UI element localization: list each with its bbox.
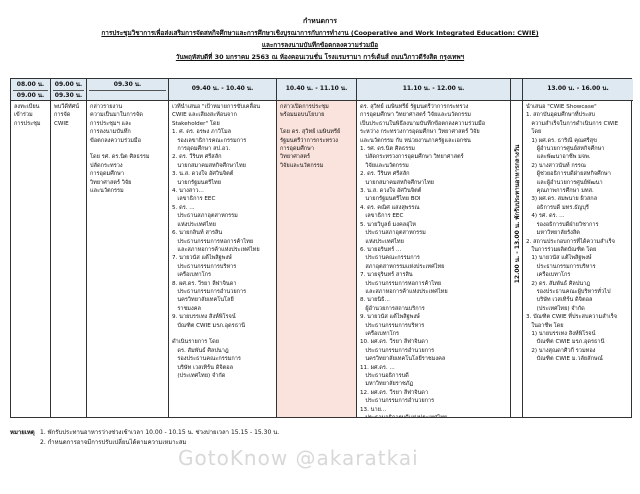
col-video bbox=[51, 79, 87, 417]
col-registration bbox=[11, 79, 51, 417]
watermark: GotoKnow @akaratkai bbox=[178, 446, 419, 470]
col-time-header: 11.10 น. - 12.00 น. bbox=[357, 79, 510, 101]
doc-subtitle-line3: วันพฤหัสบดีที่ 30 มกราคม 2563 ณ ห้องคอนเวนชั่น โรงแรมรามา การ์เด้นส์ ถนนวิภาวดีรังสิต กรุงเทพฯ bbox=[175, 53, 465, 61]
col-lunch bbox=[511, 79, 523, 417]
col-time-header: 09.00 น. 09.30 น. bbox=[51, 79, 86, 101]
schedule-table bbox=[10, 78, 632, 418]
col-time-header bbox=[511, 79, 522, 101]
doc-subtitle-line2: และการลงนามบันทึกข้อตกลงความร่วมมือ bbox=[261, 41, 379, 49]
col-time-header: 09.30 น. bbox=[87, 79, 168, 101]
note-1: 1. พักรับประทานอาหารว่างช่วงเช้าเวลา 10.00 - 10.15 น. ช่วงบ่ายเวลา 15.15 - 15.30 น. bbox=[40, 429, 280, 436]
doc-title: กำหนดการ bbox=[302, 17, 338, 25]
lunch-label: 12.00 น. - 13.00 น. พักรับประทานอาหารกลางวัน bbox=[513, 144, 521, 284]
note-2: 2. กำหนดการอาจมีการปรับเปลี่ยนได้ตามความเหมาะสม bbox=[40, 439, 187, 446]
col-showcase bbox=[523, 79, 633, 417]
col-opening bbox=[277, 79, 357, 417]
doc-subtitle-line1: การประชุมวิชาการเพื่อส่งเสริมการจัดสหกิจศึกษาและการศึกษาเชิงบูรณาการกับการทำงาน (Cooperative and Work Integrated Education: CWIE) bbox=[101, 29, 539, 37]
col-time-header: 10.40 น. - 11.10 น. bbox=[277, 79, 356, 101]
col-body: เวทีนำเสนอ "เป้าหมายการขับเคลื่อน CWIE และเสียงสะท้อนจาก Stakeholder" โดย 1. ศ. ดร. อรพง ภาวิโมล รองเลขาธิการคณะกรรมการ การอุดมศึกษา สป.อว. 2. ดร. วีรินท ศรีสลัก นายกสมาคมสหกิจศึกษาไทย 3. น.ส. ดวงใจ อัศวินจิตต์ นายกรัฐมนตรีไทย 4. นางสาว... เลขาธิการ EEC 5. ดร. ... ประธานสภาอุตสาหกรรม แห่งประเทศไทย 6. นายกลินท์ สารสิน ประธานกรรมการหอการค้าไทย และสภาหอการค้าแห่งประเทศไทย 7. นายวนัส แต้ไพสิฐพงษ์ ประธานกรรมการบริหาร เครือเบทาโกร 8. ผศ.ดร. วีรยา ลีฬาจินดา ประธานกรรมการอำนวยการ นครวิทยาลัยเทคโนโลยี ราชมงคล 9. นายบรรเทง สิงห์พิโรจน์ บัณฑิต CWIE มรภ.อุดรธานี ดำเนินรายการ โดย ดร. สัมพันธ์ ศิลปนาฎ รองประธานคณะกรรมการ บริษัท เวสเทิร์น ดิจิตอล (ประเทศไทย) จำกัด bbox=[172, 104, 261, 379]
col-body: ดร. สุวิทย์ เมษินทรีย์ รัฐมนตรีว่าการกระทรวง การอุดมศึกษา วิทยาศาสตร์ วิจัยและนวัตกรรม เป็นประธานในพิธีลงนามบันทึกข้อตกลงความร่วมมือ ระหว่าง กระทรวงการอุดมศึกษา วิทยาศาสตร์ วิจัย และนวัตกรรม กับ หน่วยงานภาครัฐและเอกชน 1. รศ. ดร.นิต ศิลธรรม ปลัดกระทรวงการอุดมศึกษา วิทยาศาสตร์ วิจัยและนวัตกรรม 2. ดร. วีรินท ศรีสลัก นายกสมาคมสหกิจศึกษาไทย 3. น.ส. ดวงใจ อัศวินจิตต์ นายกรัฐมนตรีไทย BOI 4. ดร. คณิศ แสงสุพรรณ เลขาธิการ EEC 5. นายวิบูลย์ มงคลอุ่ไห ประธานสภาอุตสาหกรรม แห่งประเทศไทย 6. นายอรินทร์ ... ประธานคณะกรรมการ สภาอุตสาหกรรมแห่งประเทศไทย 7. นายจุรินทร์ สารสิน ประธานกรรมการหอการค้าไทย และสภาหอการค้าแห่งประเทศไทย 8. นายนิธิ... ผู้อำนวยการสถานบริการ 9. นายวนัส แต้ไพสิฐพงษ์ ประธานกรรมการบริหาร เครือเบทาโกร 10. ผศ.ดร. วีรยา ลีฬาจินดา ประธานกรรมการอำนวยการ นครวิทยาลัยเทคโนโลยีราชมงคล 11. ผศ.ดร. ... ประธานอธิการบดี มหาวิทยาลัยราชภัฏ 12. ผศ.ดร. วีรยา ลีฬาจินดา ประธานกรรมการอำนวยการ 13. นาย... bbox=[360, 104, 486, 413]
notes bbox=[10, 428, 280, 448]
col-body: นำเสนอ "CWIE Showcase" 1. สถาบันอุดมศึกษาที่ประสบ ความสำเร็จในการดำเนินการ CWIE โดย 1) ผศ.ดร. ธาริณี คุณศรีสุข ผู้อำนวยการศูนย์สหกิจศึกษา และพัฒนาอาชีพ มจพ. 2) นางสาวนันท์ กรรณ ผู้ช่วยอธิการบดีฝ่ายสหกิจศึกษา และผู้อำนวยการศูนย์พัฒนา คุณภาพการศึกษา มทส. 3) ผศ.ดร. สมพนาย ผิวสกล อธิการบดี มทร.ธัญบุรี 4) รศ. ดร. ... รองอธิการบดีฝ่ายวิชาการ มหาวิทยาลัยรังสิต 2. สถานประกอบการที่ได้ความสำเร็จ ในการร่วมผลิตบัณฑิต โดย 1) นายวนัส แต้ไพสิฐพงษ์ ประธานกรรมการบริหาร เครือเบทาโกร 2) ดร. สัมพันธ์ ศิลปนาฎ รองประธานคณะผู้บริหารทั่วไป บริษัท เวสเทิร์น ดิจิตอล (ประเทศไทย) จำกัด 3. บัณฑิต CWIE ที่ประสบความสำเร็จ ในอาชีพ โดย 1) นายบรรเทง สิงห์พิโรจน์ บัณฑิต CWIE มรภ.อุดรธานี 2) นางสุณดาศิวกี รวมทอง บัณฑิต CWIE ม.วลัยลักษณ์ bbox=[526, 104, 619, 363]
col-body: พบวีดีทัศน์ การจัด CWIE bbox=[54, 104, 80, 127]
col-body: ลงทะเบียน เข้าร่วม การประชุม bbox=[14, 104, 41, 127]
col-stakeholder-forum bbox=[169, 79, 277, 417]
col-body: กล่าวเปิดการประชุม พร้อมมอบนโยบาย โดย ดร. สุวิทย์ เมษินทรีย์ รัฐมนตรีว่าการกระทรวง การอุดมศึกษา วิทยาศาสตร์ วิจัยและนวัตกรรม bbox=[280, 104, 341, 169]
col-time-header: 08.00 น. 09.00 น. bbox=[11, 79, 50, 101]
col-body: กล่าวรายงาน ความเป็นมาในการจัด การประชุมฯ และ การลงนามบันทึก ข้อตกลงความร่วมมือ โดย รศ. ดร.นิต ศิลธรรม ปลัดกระทรวง การอุดมศึกษา วิทยาศาสตร์ วิจัย และนวัตกรรม bbox=[90, 104, 150, 195]
notes-label: หมายเหตุ bbox=[10, 429, 35, 436]
col-report bbox=[87, 79, 169, 417]
col-time-header: 09.40 น. - 10.40 น. bbox=[169, 79, 276, 101]
col-mou-signing bbox=[357, 79, 511, 417]
col-time-header: 13.00 น. - 16.00 น. bbox=[523, 79, 633, 101]
